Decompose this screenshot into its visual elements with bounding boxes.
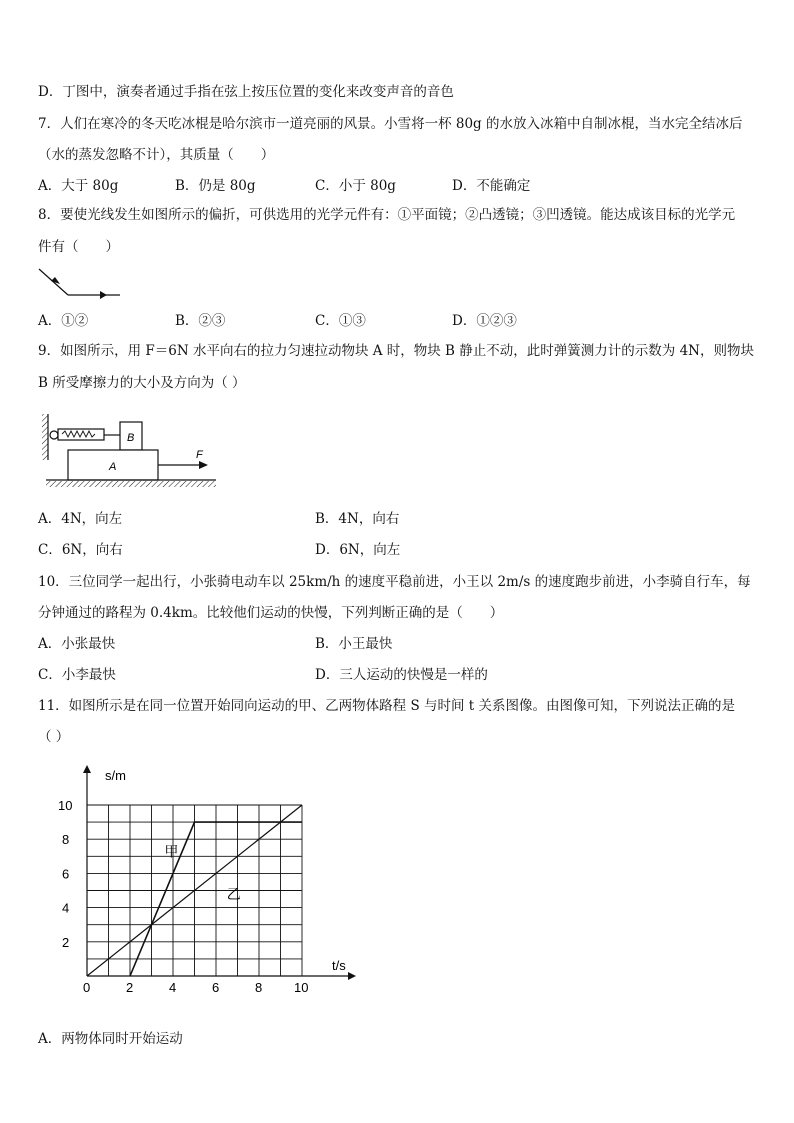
x-axis-label: t/s bbox=[332, 958, 346, 973]
q8-stem-line1: 8．要使光线发生如图所示的偏折，可供选用的光学元件有：①平面镜；②凸透镜；③凹透镜。能达成该目标的光学元 bbox=[38, 207, 736, 223]
q9-stem-line2: B 所受摩擦力的大小及方向为（ ） bbox=[38, 375, 246, 391]
wall bbox=[42, 414, 48, 460]
q10-option-b: B．小王最快 bbox=[315, 636, 393, 652]
q8-option-c: C．①③ bbox=[315, 313, 366, 329]
spring-scale-figure bbox=[38, 408, 223, 496]
light-ray-figure bbox=[36, 264, 126, 304]
q9-option-a: A．4N，向左 bbox=[38, 511, 123, 527]
q11-option-a: A．两物体同时开始运动 bbox=[38, 1031, 183, 1047]
q7-stem-line2: （水的蒸发忽略不计），其质量（ ） bbox=[38, 147, 275, 163]
chart-ticks bbox=[58, 798, 308, 995]
spring-coil bbox=[62, 431, 95, 437]
q8-option-a: A．①② bbox=[38, 313, 89, 329]
y-tick-label: 2 bbox=[62, 934, 70, 950]
chart-axes bbox=[83, 765, 356, 980]
q7-option-d: D．不能确定 bbox=[452, 178, 531, 194]
q7-option-b: B．仍是 80g bbox=[175, 178, 256, 194]
y-tick-label: 6 bbox=[62, 866, 70, 882]
q6-option-d: D．丁图中，演奏者通过手指在弦上按压位置的变化来改变声音的音色 bbox=[38, 84, 454, 100]
q9-stem-line1: 9．如图所示，用 F＝6N 水平向右的拉力匀速拉动物块 A 时，物块 B 静止不动，此时弹簧测力计的示数为 4N，则物块 bbox=[38, 343, 754, 359]
q10-option-d: D．三人运动的快慢是一样的 bbox=[315, 667, 488, 683]
q7-option-c: C．小于 80g bbox=[315, 178, 396, 194]
series-label-乙: 乙 bbox=[226, 886, 241, 903]
label-a: A bbox=[109, 461, 117, 473]
x-tick-label: 4 bbox=[169, 980, 177, 995]
q8-option-d: D．①②③ bbox=[452, 313, 517, 329]
q10-stem-line1: 10．三位同学一起出行，小张骑电动车以 25km/h 的速度平稳前进，小王以 2m/s 的速度跑步前进，小李骑自行车，每 bbox=[38, 574, 751, 590]
q10-stem-line2: 分钟通过的路程为 0.4km。比较他们运动的快慢，下列判断正确的是（ ） bbox=[38, 605, 504, 621]
x-tick-label: 2 bbox=[126, 980, 134, 995]
q9-option-b: B．4N，向右 bbox=[315, 511, 400, 527]
x-tick-label: 0 bbox=[83, 980, 91, 995]
q7-stem-line1: 7．人们在寒冷的冬天吃冰棍是哈尔滨市一道亮丽的风景。小雪将一杯 80g 的水放入冰箱中自制冰棍，当水完全结冰后 bbox=[38, 116, 743, 132]
y-tick-label: 10 bbox=[58, 798, 73, 813]
x-tick-label: 10 bbox=[294, 980, 309, 995]
q10-option-c: C．小李最快 bbox=[38, 667, 116, 683]
series-label-甲: 甲 bbox=[164, 843, 179, 860]
x-tick-label: 6 bbox=[212, 980, 220, 995]
q9-option-c: C．6N，向右 bbox=[38, 542, 123, 558]
ground-hatch bbox=[46, 481, 216, 487]
s-t-chart bbox=[50, 758, 370, 1008]
q7-option-a: A．大于 80g bbox=[38, 178, 119, 194]
incident-ray bbox=[39, 269, 68, 295]
deflected-arrow-icon bbox=[100, 291, 107, 299]
y-tick-label: 4 bbox=[62, 900, 70, 916]
x-tick-label: 8 bbox=[255, 980, 263, 995]
q9-option-d: D．6N，向左 bbox=[315, 542, 401, 558]
q11-stem-line1: 11．如图所示是在同一位置开始同向运动的甲、乙两物体路程 S 与时间 t 关系图像。由图像可知，下列说法正确的是 bbox=[38, 698, 736, 714]
y-axis-label: s/m bbox=[105, 768, 126, 783]
scale-ring bbox=[50, 431, 58, 439]
incident-arrow-icon bbox=[51, 277, 60, 284]
label-b: B bbox=[127, 432, 135, 444]
y-axis-arrow-icon bbox=[83, 765, 91, 773]
q11-stem-line2: （ ） bbox=[38, 729, 70, 745]
y-tick-label: 8 bbox=[62, 832, 70, 848]
q8-stem-line2: 件有（ ） bbox=[38, 239, 119, 255]
q8-option-b: B．②③ bbox=[175, 313, 226, 329]
x-axis-arrow-icon bbox=[348, 972, 356, 980]
label-f: F bbox=[196, 449, 203, 461]
q10-option-a: A．小张最快 bbox=[38, 636, 116, 652]
force-arrow-icon bbox=[199, 461, 208, 469]
